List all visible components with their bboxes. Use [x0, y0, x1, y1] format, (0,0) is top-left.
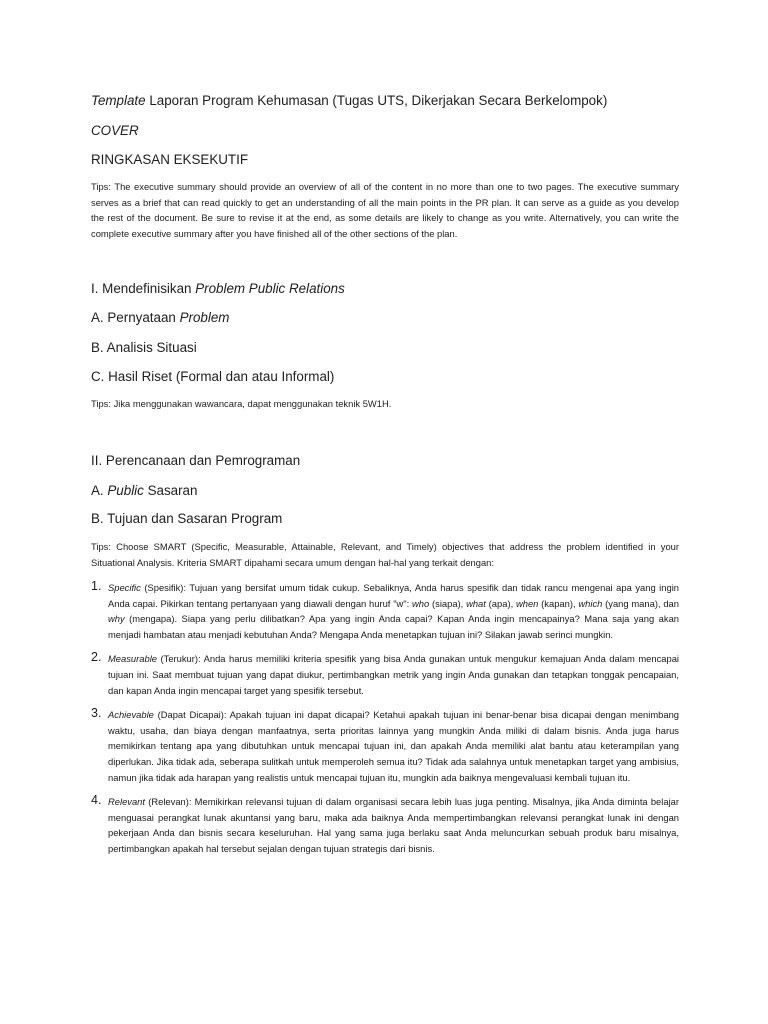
- section-2a-italic: Public: [107, 483, 144, 498]
- section-1c-heading: C. Hasil Riset (Formal dan atau Informal): [91, 369, 335, 384]
- section-1-title-italic: Problem Public Relations: [195, 281, 345, 296]
- w-text: (siapa),: [429, 597, 467, 609]
- smart-term: Specific: [108, 582, 141, 593]
- w-word: when: [515, 597, 539, 609]
- section-2a-prefix: A.: [91, 483, 108, 498]
- list-item: [91, 580, 679, 642]
- list-number: 4.: [91, 793, 102, 808]
- section-1-title-plain: I. Mendefinisikan: [91, 281, 196, 296]
- w-word: who: [412, 597, 430, 609]
- list-number: 3.: [91, 706, 102, 721]
- document-title: [91, 92, 607, 109]
- smart-text: (Terukur): Anda harus memiliki kriteria spesifik yang bisa Anda gunakan untuk mengukur kemajuan Anda dalam mencapai tujuan ini. Saat membuat tujuan yang dapat diukur, pertimbangkan metrik yang ingin Anda gunakan dan tetapkan tonggak pencapaian, dan kapan Anda ingin mencapai target yang spesifik tersebut.: [108, 653, 679, 696]
- section-2a-heading: [91, 482, 197, 499]
- w-text: (apa),: [485, 597, 516, 609]
- smart-term: Achievable: [108, 709, 154, 721]
- section-1-heading: [91, 280, 345, 297]
- smart-text: (mengapa). Siapa yang perlu dilibatkan? Apa yang ingin Anda capai? Kapan Anda ingin mencapainya? Mana saja yang akan menjadi hambatan atau menjadi kebutuhan Anda? Mengapa Anda menetapkan tujuan ini? Silakan jawab serinci mungkin.: [108, 613, 679, 640]
- smart-term: Relevant: [108, 796, 146, 808]
- list-number: 2.: [91, 650, 102, 665]
- smart-text: (Spesifik): Tujuan yang bersifat umum tidak cukup. Sebaliknya, Anda harus spesifik dan tidak rancu mengenai apa yang ingin Anda capai. Pikirkan tentang pertanyaan yang diawali dengan huruf "w":: [108, 582, 679, 609]
- section-1a-italic: Problem: [179, 310, 230, 325]
- w-text: (yang mana), dan: [602, 597, 679, 609]
- section-2a-rest: Sasaran: [143, 483, 198, 498]
- smart-criteria-list: [91, 580, 679, 866]
- list-number: 1.: [91, 579, 102, 593]
- section-1a-heading: [91, 309, 229, 326]
- list-item: [91, 707, 679, 785]
- executive-summary-heading: RINGKASAN EKSEKUTIF: [91, 152, 248, 167]
- w-word: why: [108, 613, 125, 625]
- smart-term: Measurable: [108, 653, 157, 665]
- section-1b-heading: B. Analisis Situasi: [91, 340, 197, 355]
- cover-label: COVER: [91, 123, 139, 138]
- smart-text: (Dapat Dicapai): Apakah tujuan ini dapat dicapai? Ketahui apakah tujuan ini benar-benar bisa dicapai dengan menimbang waktu, usaha, dan biaya dengan manfaatnya, serta prioritas lainnya yang mungkin Anda miliki di dalam bisnis. Anda juga harus memikirkan tentang apa yang dibutuhkan untuk mencapai tujuan ini, dan apakah Anda memiliki alat bantu atau keterampilan yang diperlukan. Jika tidak ada, seberapa sulitkah untuk memperoleh semua itu? Tidak ada salahnya untuk menetapkan target yang ambisius, namun jika tidak ada harapan yang realistis untuk mencapai tujuan itu, mungkin ada baiknya mengevaluasi kembali tujuan itu.: [108, 709, 679, 783]
- cover-heading: [91, 122, 139, 139]
- section-2-tips: Tips: Choose SMART (Specific, Measurable, Attainable, Relevant, and Timely) objectives that address the problem identified in your Situational Analysis. Kriteria SMART dipahami secara umum dengan hal-hal yang terkait dengan:: [91, 541, 679, 568]
- title-rest: Laporan Program Kehumasan (Tugas UTS, Dikerjakan Secara Berkelompok): [145, 93, 608, 108]
- section-1-tips: Tips: Jika menggunakan wawancara, dapat menggunakan teknik 5W1H.: [91, 398, 392, 409]
- section-2-heading: II. Perencanaan dan Pemrograman: [91, 453, 301, 468]
- section-1a-plain: A. Pernyataan: [91, 310, 180, 325]
- list-item: [91, 651, 679, 698]
- smart-text: (Relevan): Memikirkan relevansi tujuan di dalam organisasi secara lebih luas juga penting. Misalnya, jika Anda diminta belajar menguasai perangkat lunak akuntansi yang baru, maka ada baiknya Anda mempertimbangkan relevansi perangkat lunak ini dengan pekerjaan Anda dan bisnis secara keseluruhan. Hal yang sama juga berlaku saat Anda meluncurkan sebuah produk baru misalnya, pertimbangkan apakah hal tersebut sejalan dengan tujuan strategis dari bisnis.: [108, 796, 679, 854]
- w-word: what: [466, 597, 486, 609]
- title-italic-word: Template: [91, 93, 146, 108]
- w-word: which: [578, 597, 603, 609]
- section-2b-heading: B. Tujuan dan Sasaran Program: [91, 511, 283, 526]
- list-item: [91, 794, 679, 856]
- executive-summary-tips: Tips: The executive summary should provide an overview of all of the content in no more than one to two pages. The executive summary serves as a brief that can read quickly to get an understanding of all the main points in the PR plan. It can serve as a guide as you develop the rest of the document. Be sure to revise it at the end, as some details are likely to change as you write. Alternatively, you can write the complete executive summary after you have finished all of the other sections of the plan.: [91, 181, 679, 239]
- w-text: (kapan),: [538, 597, 579, 609]
